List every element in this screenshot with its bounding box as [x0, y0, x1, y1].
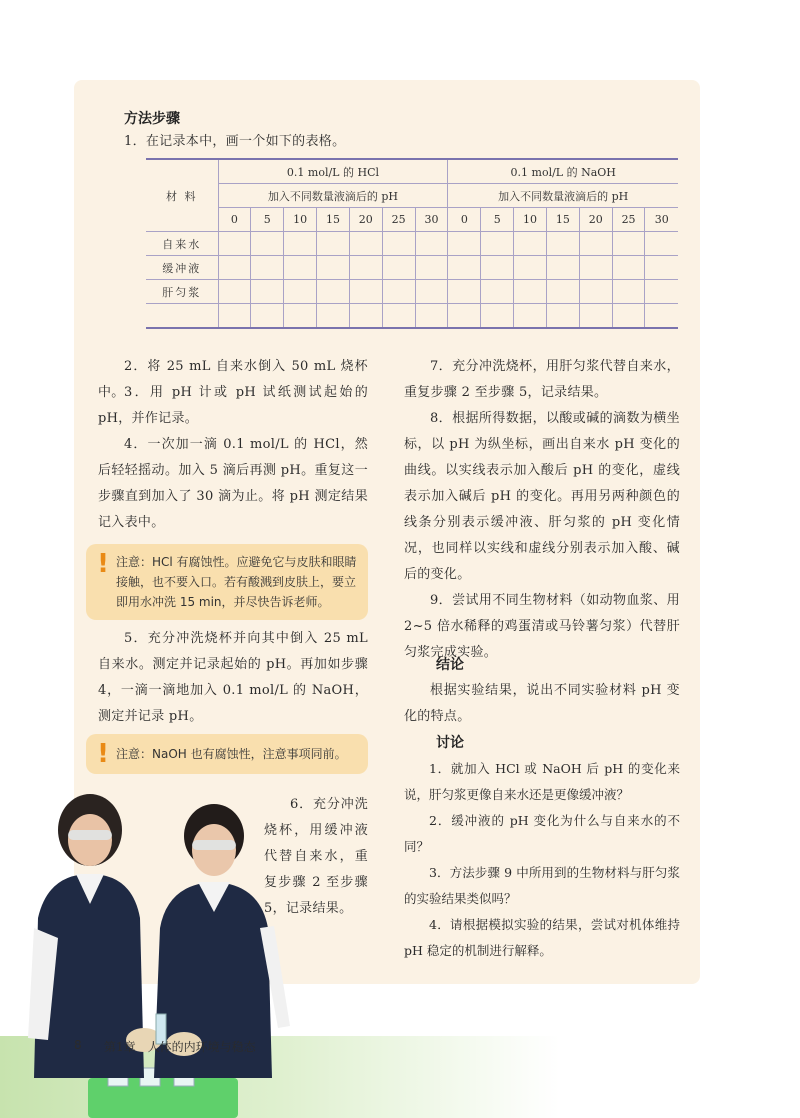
step-8: 8．根据所得数据，以酸或碱的滴数为横坐标，以 pH 为纵坐标，画出自来水 pH 变化的曲线。以实线表示加入酸后 pH 的变化，虚线表示加入碱后 pH 的变化。再用另两种颜色的线条分别表示缓冲液、肝匀浆的 pH 变化情况，也同样以实线和虚线分别表示加入酸、碱后的变化。	[404, 411, 680, 582]
conclusion-heading: 结论	[436, 657, 464, 673]
warning-icon: !	[97, 549, 109, 579]
drop-count: 5	[481, 208, 514, 232]
table-row	[146, 232, 678, 256]
drop-count: 5	[251, 208, 284, 232]
step-7: 7．充分冲洗烧杯，用肝匀浆代替自来水，重复步骤 2 至步骤 5，记录结果。	[404, 359, 680, 400]
drop-count: 20	[349, 208, 382, 232]
step-5: 5．充分冲洗烧杯并向其中倒入 25 mL 自来水。测定并记录起始的 pH。再加如步骤 4，一滴一滴地加入 0.1 mol/L 的 NaOH，测定并记录 pH。	[98, 631, 368, 724]
discussion-q1: 1．就加入 HCl 或 NaOH 后 pH 的变化来说，肝匀浆更像自来水还是更像缓冲液？	[404, 761, 680, 802]
hcl-warning-text: 注意：HCl 有腐蚀性。应避免它与皮肤和眼睛接触，也不要入口。若有酸溅到皮肤上，要立即用水冲洗 15 min，并尽快告诉老师。	[116, 555, 357, 609]
step-9: 9．尝试用不同生物材料（如动物血浆、用 2~5 倍水稀释的鸡蛋清或马铃薯匀浆）代替肝匀浆完成实验。	[404, 593, 680, 660]
discussion-q2: 2．缓冲液的 pH 变化为什么与自来水的不同？	[404, 813, 680, 854]
naoh-header: 0.1 mol/L 的 NaOH	[448, 159, 678, 184]
drop-count: 25	[382, 208, 415, 232]
discussion-heading: 讨论	[436, 735, 464, 751]
hcl-header: 0.1 mol/L 的 HCl	[218, 159, 448, 184]
drop-count: 10	[284, 208, 317, 232]
hcl-warning-note	[86, 544, 368, 620]
naoh-warning-text: 注意：NaOH 也有腐蚀性，注意事项同前。	[116, 747, 347, 761]
step-6: 6．充分冲洗烧杯，用缓冲液代替自来水，重复步骤 2 至步骤 5，记录结果。	[264, 797, 368, 916]
drop-count: 15	[546, 208, 579, 232]
row-label-tapwater: 自来水	[146, 232, 218, 256]
method-heading: 方法步骤	[124, 111, 180, 127]
drop-count: 10	[514, 208, 547, 232]
warning-icon: !	[97, 739, 109, 769]
drop-count: 25	[612, 208, 645, 232]
material-header: 材 料	[146, 159, 218, 232]
drop-count: 0	[448, 208, 481, 232]
step-2: 2．将 25 mL 自来水倒入 50 mL 烧杯中。	[98, 359, 368, 400]
hcl-subheader: 加入不同数量液滴后的 pH	[218, 184, 448, 208]
drop-count: 15	[317, 208, 350, 232]
step-3: 3．用 pH 计或 pH 试纸测试起始的 pH，并作记录。	[98, 385, 368, 426]
chapter-title: 第1章 人体的内环境与稳态	[104, 1040, 256, 1054]
drop-count: 30	[415, 208, 448, 232]
drop-count: 20	[579, 208, 612, 232]
table-row	[146, 304, 678, 329]
row-label-buffer: 缓冲液	[146, 256, 218, 280]
drop-count: 30	[645, 208, 678, 232]
discussion-q4: 4．请根据模拟实验的结果，尝试对机体维持 pH 稳定的机制进行解释。	[404, 917, 680, 958]
drop-count: 0	[218, 208, 251, 232]
step-1: 1．在记录本中，画一个如下的表格。	[124, 134, 346, 149]
students-experiment-photo	[28, 778, 296, 1118]
page-number: 8	[74, 1038, 82, 1052]
discussion-q3: 3．方法步骤 9 中所用到的生物材料与肝匀浆的实验结果类似吗？	[404, 865, 680, 906]
naoh-warning-note	[86, 734, 368, 774]
naoh-subheader: 加入不同数量液滴后的 pH	[448, 184, 678, 208]
step-4: 4．一次加一滴 0.1 mol/L 的 HCl，然后轻轻摇动。加入 5 滴后再测 pH。重复这一步骤直到加入了 30 滴为止。将 pH 测定结果记入表中。	[98, 437, 368, 530]
conclusion-text: 根据实验结果，说出不同实验材料 pH 变化的特点。	[404, 683, 680, 724]
table-row	[146, 280, 678, 304]
table-row	[146, 256, 678, 280]
row-label-liver: 肝匀浆	[146, 280, 218, 304]
record-table	[146, 158, 678, 329]
